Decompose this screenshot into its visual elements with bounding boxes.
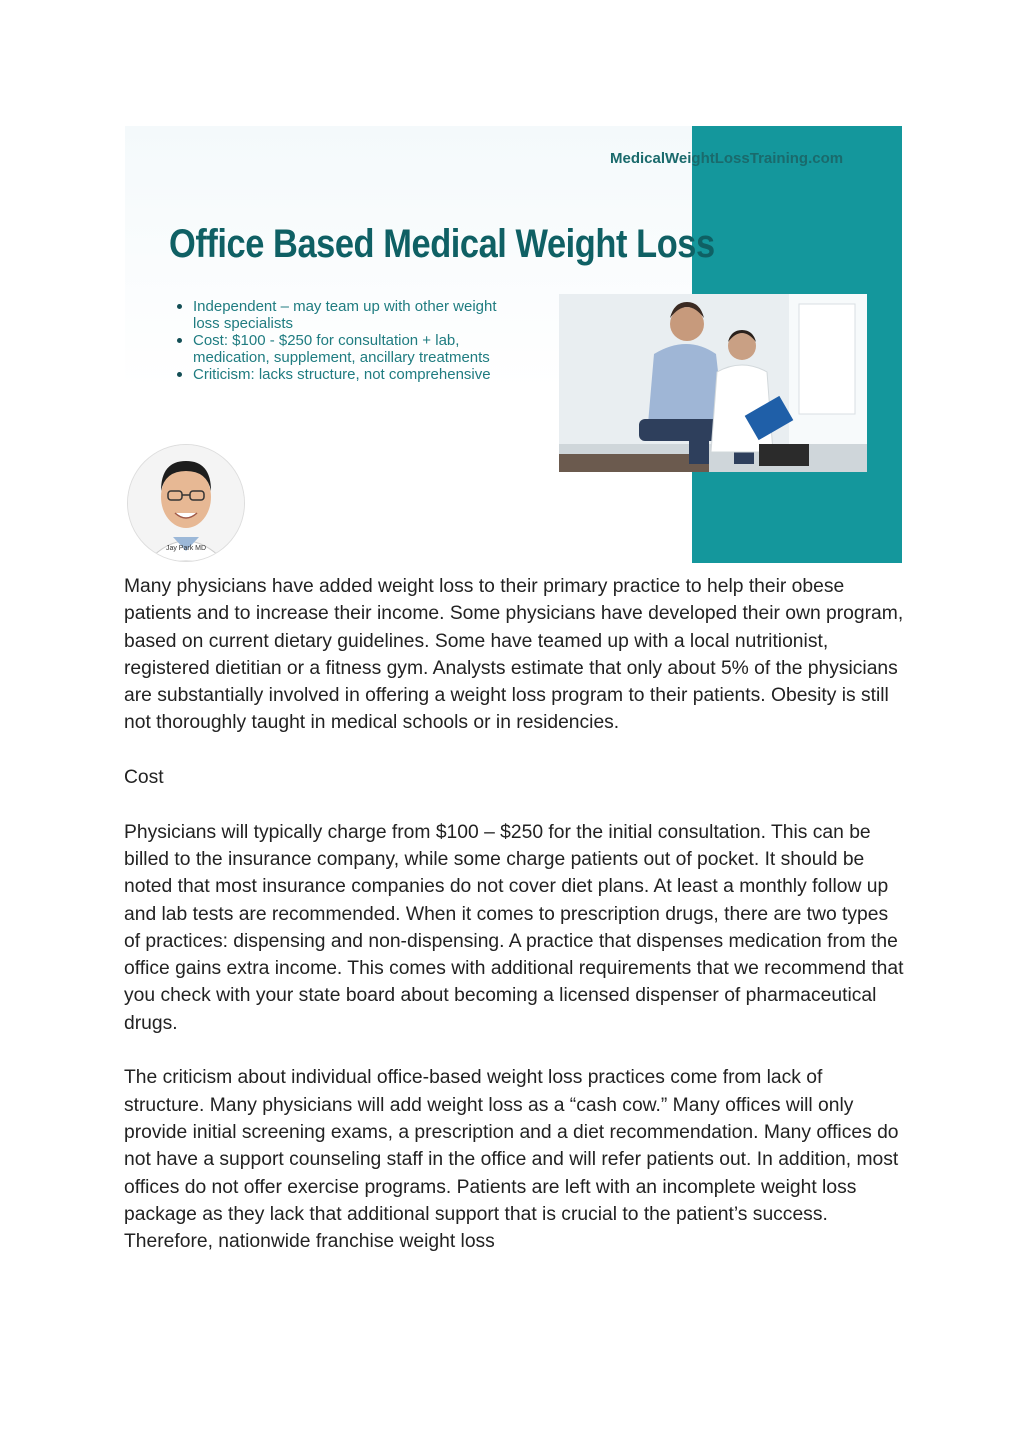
site-url: MedicalWeightLossTraining.com (610, 150, 844, 167)
cost-heading: Cost (124, 767, 164, 789)
bullet-item: Independent – may team up with other weight loss specialists (175, 298, 525, 332)
doctor-patient-photo (559, 294, 867, 472)
criticism-paragraph: The criticism about individual office-based weight loss practices come from lack of structure. Many physicians will add weight loss as a “cash cow.” Many offices will only provide initial screening exams, a prescription and a diet recommendation. Many offices do not have a support counseling staff in the office and will refer patients out. In addition, most offices do not offer exercise programs. Patients are left with an incomplete weight loss package as they lack that additional support that is crucial to the patient’s success. Therefore, nationwide franchise weight loss (124, 1067, 899, 1253)
bullet-item: Criticism: lacks structure, not comprehensive (175, 366, 525, 383)
banner-title: Office Based Medical Weight Loss (169, 222, 715, 266)
banner-bullet-list (175, 298, 525, 383)
avatar-caption: Jay Park MD (165, 545, 207, 552)
bullet-item: Cost: $100 - $250 for consultation + lab, medication, supplement, ancillary treatments (175, 332, 525, 366)
article-body (124, 573, 904, 1283)
banner-image (125, 126, 902, 563)
intro-paragraph: Many physicians have added weight loss to their primary practice to help their obese patients and to increase their income. Some physicians have developed their own program, based on current dietary guidelines. Some have teamed up with a local nutritionist, registered dietitian or a fitness gym. Analysts estimate that only about 5% of the physicians are substantially involved in offering a weight loss program to their patients. Obesity is still not thoroughly taught in medical schools or in residencies. (124, 576, 904, 734)
cost-paragraph: Physicians will typically charge from $100 – $250 for the initial consultation. This can be billed to the insurance company, while some charge patients out of pocket. It should be noted that most insurance companies do not cover diet plans. At least a monthly follow up and lab tests are recommended. When it comes to prescription drugs, there are two types of practices: dispensing and non-dispensing. A practice that dispenses medication from the office gains extra income. This comes with additional requirements that we recommend that you check with your state board about becoming a licensed dispenser of pharmaceutical drugs. (124, 821, 904, 1034)
author-avatar (128, 445, 244, 561)
